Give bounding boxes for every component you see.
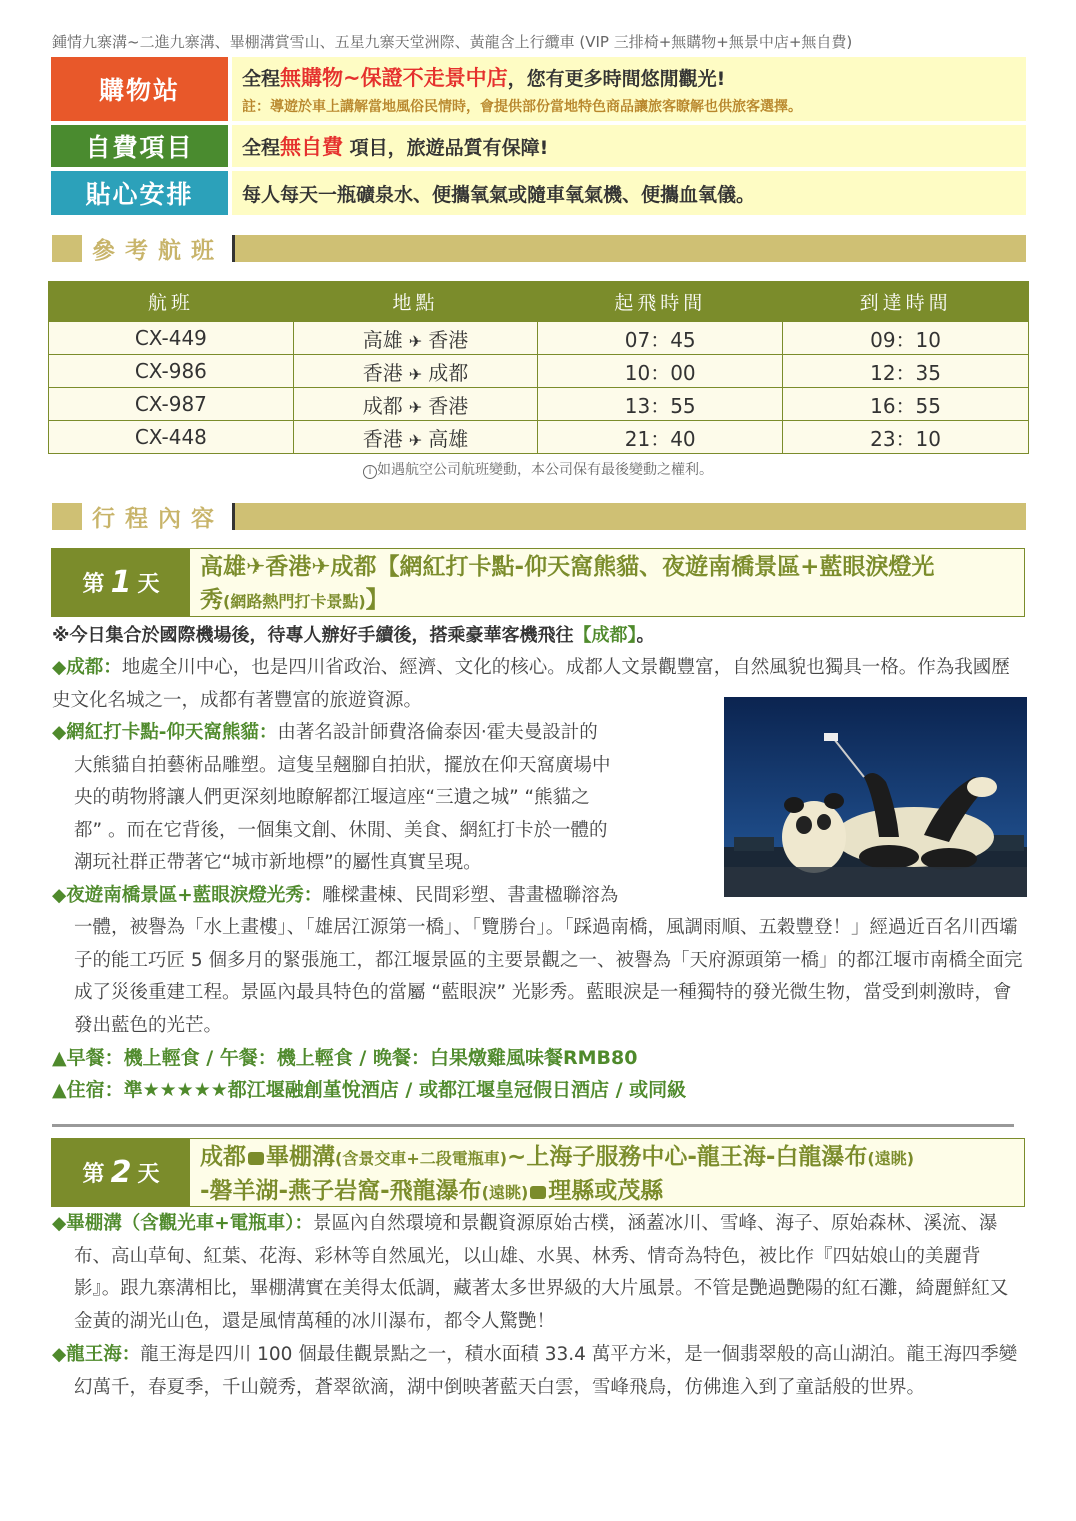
day1-meals: ▲早餐：機上輕食 / 午餐：機上輕食 / 晚餐：白果燉雞風味餐RMB80 (52, 1047, 638, 1069)
table-row (49, 355, 1029, 388)
flight-arrival: 09：10 (783, 322, 1029, 355)
plane-icon: ✈ (408, 331, 423, 351)
optional-body (232, 125, 1026, 167)
day1-panda: ◆網紅打卡點-仰天窩熊貓：由著名設計師費洛倫泰因·霍夫曼設計的 大熊貓自拍藝術品雕塑。這隻呈翹腳自拍狀，擺放在仰天窩廣場中 央的萌物將讓人們更深刻地瞭解都江堰這座“三遺之城” “熊貓之 都” 。而在它背後，一個集文創、休閒、美食、網紅打卡於一體的 潮玩社群正帶著它“城市新地標”的屬性真實呈現。 ◆夜遊南橋景區+藍眼淚燈光秀：雕樑畫棟、民間彩塑、書畫楹聯溶為 (52, 722, 619, 906)
col-departure: 起飛時間 (538, 282, 783, 322)
day-divider (52, 1124, 1014, 1127)
col-arrival: 到達時間 (783, 282, 1029, 322)
col-flight: 航班 (49, 282, 294, 322)
shopping-main-highlight: 無購物~保證不走景中店 (280, 66, 508, 90)
shopping-note: 註：導遊於車上講解當地風俗民情時，會提供部份當地特色商品讓旅客瞭解也供旅客選擇。 (242, 99, 802, 115)
shopping-main-post: ，您有更多時間悠閒觀光! (507, 68, 726, 90)
day1-title: 高雄✈香港✈成都【網紅打卡點-仰天窩熊貓、夜遊南橋景區+藍眼淚燈光 秀(網路熱門打卡景點)】 (200, 554, 935, 613)
shopping-label: 購物站 (51, 57, 228, 121)
flight-departure: 13：55 (538, 388, 783, 421)
day1-hotel: ▲住宿：準★★★★★都江堰融創堇悅酒店 / 或都江堰皇冠假日酒店 / 或同級 (52, 1079, 687, 1101)
optional-main-pre: 全程 (242, 137, 281, 159)
flight-arrival: 16：55 (783, 388, 1029, 421)
optional-main-highlight: 無自費 (280, 135, 344, 159)
flights-table (48, 281, 1029, 454)
day2-title: 成都 畢棚溝(含景交車+二段電瓶車)~上海子服務中心-龍王海-白龍瀑布(遠眺) -磐羊湖-燕子岩窩-飛龍瀑布(遠眺) 理縣或茂縣 (200, 1144, 915, 1204)
flight-departure: 21：40 (538, 421, 783, 454)
table-row (49, 322, 1029, 355)
day2-header (51, 1138, 1025, 1207)
flight-number: CX-449 (49, 322, 294, 355)
flights-section-bar (52, 235, 1026, 262)
day2-longwanghai: ◆龍王海：龍王海是四川 100 個最佳觀景點之一，積水面積 33.4 萬平方米，是一個翡翠般的高山湖泊。龍王海四季變幻萬千，春夏季，千山競秀，蒼翠欲滴，湖中倒映著藍天白雲，雪峰飛鳥，仿佛進入到了童話般的世界。 (52, 1344, 1018, 1398)
flight-route: 香港 ✈ 高雄 (293, 421, 538, 454)
flight-number: CX-987 (49, 388, 294, 421)
plane-icon: ✈ (408, 364, 423, 384)
day1-label: 第 1 天 (52, 549, 190, 616)
col-route: 地點 (293, 282, 538, 322)
panda-sculpture-photo (724, 697, 1027, 897)
day1-nanqiao: 一體，被譽為「水上畫樓」、「雄居江源第一橋」、「覽勝台」。「踩過南橋，風調雨順、五穀豐登！」經過近百名川西壩子的能工巧匠 5 個多月的緊張施工，都江堰景區的主要景觀之一、被譽為「天府源頭第一橋」的都江堰市南橋全面完成了災後重建工程。景區內最具特色的當屬 “藍眼淚” 光影秀。藍眼淚是一種獨特的發光微生物，當受到刺激時，會發出藍色的光芒。 (74, 917, 1023, 1036)
page-header: 鍾情九寨溝~二進九寨溝、畢棚溝賞雪山、五星九寨天堂洲際、黃龍含上行纜車 (VIP 三排椅+無購物+無景中店+無自費) (52, 33, 853, 51)
care-label: 貼心安排 (51, 171, 228, 215)
itinerary-section-title: 行程內容 (92, 506, 224, 532)
day2-bipenggou: ◆畢棚溝（含觀光車+電瓶車）：景區內自然環境和景觀資源原始古樸，涵蓋冰川、雪峰、海子、原始森林、溪流、瀑布、高山草甸、紅葉、花海、彩林等自然風光，以山雄、水異、林秀、情奇為特色，被比作『四姑娘山的美麗背影』。跟九寨溝相比，畢棚溝實在美得太低調，藏著太多世界級的大片風景。不管是艷過艷陽的紅石灘，綺麗鮮紅又金黃的湖光山色，還是風情萬種的冰川瀑布，都令人驚艷！ (52, 1213, 1009, 1332)
bus-icon (248, 1152, 264, 1165)
flight-route: 香港 ✈ 成都 (293, 355, 538, 388)
bus-icon (530, 1186, 546, 1199)
flight-route: 高雄 ✈ 香港 (293, 322, 538, 355)
shopping-body (232, 57, 1026, 121)
optional-label: 自費項目 (51, 125, 228, 167)
itinerary-section-bar (52, 503, 1026, 530)
table-row (49, 388, 1029, 421)
flight-number: CX-448 (49, 421, 294, 454)
flight-departure: 07：45 (538, 322, 783, 355)
flight-arrival: 12：35 (783, 355, 1029, 388)
day1-chengdu: ◆成都：地處全川中心，也是四川省政治、經濟、文化的核心。成都人文景觀豐富，自然風貌也獨具一格。作為我國歷史文化名城之一，成都有著豐富的旅遊資源。 (52, 657, 1010, 711)
flight-departure: 10：00 (538, 355, 783, 388)
plane-icon: ✈ (408, 430, 423, 450)
care-main: 每人每天一瓶礦泉水、便攜氧氣或隨車氧氣機、便攜血氧儀。 (242, 183, 756, 206)
table-row (49, 421, 1029, 454)
day1-intro: ※今日集合於國際機場後，待專人辦好手續後，搭乘豪華客機飛往【成都】。 (52, 625, 655, 646)
flight-route: 成都 ✈ 香港 (293, 388, 538, 421)
optional-main-post: 項目，旅遊品質有保障! (343, 137, 549, 159)
day2-label: 第 2 天 (52, 1139, 190, 1206)
care-body (232, 171, 1026, 215)
flight-arrival: 23：10 (783, 421, 1029, 454)
flights-note: i 如遇航空公司航班變動，本公司保有最後變動之權利。 (0, 459, 1076, 479)
flights-header-row (49, 282, 1029, 322)
shopping-main-pre: 全程 (242, 68, 281, 90)
flights-section-title: 參考航班 (92, 238, 224, 264)
flight-number: CX-986 (49, 355, 294, 388)
plane-icon: ✈ (408, 397, 423, 417)
day1-header (51, 548, 1025, 617)
info-icon: i (363, 465, 377, 479)
